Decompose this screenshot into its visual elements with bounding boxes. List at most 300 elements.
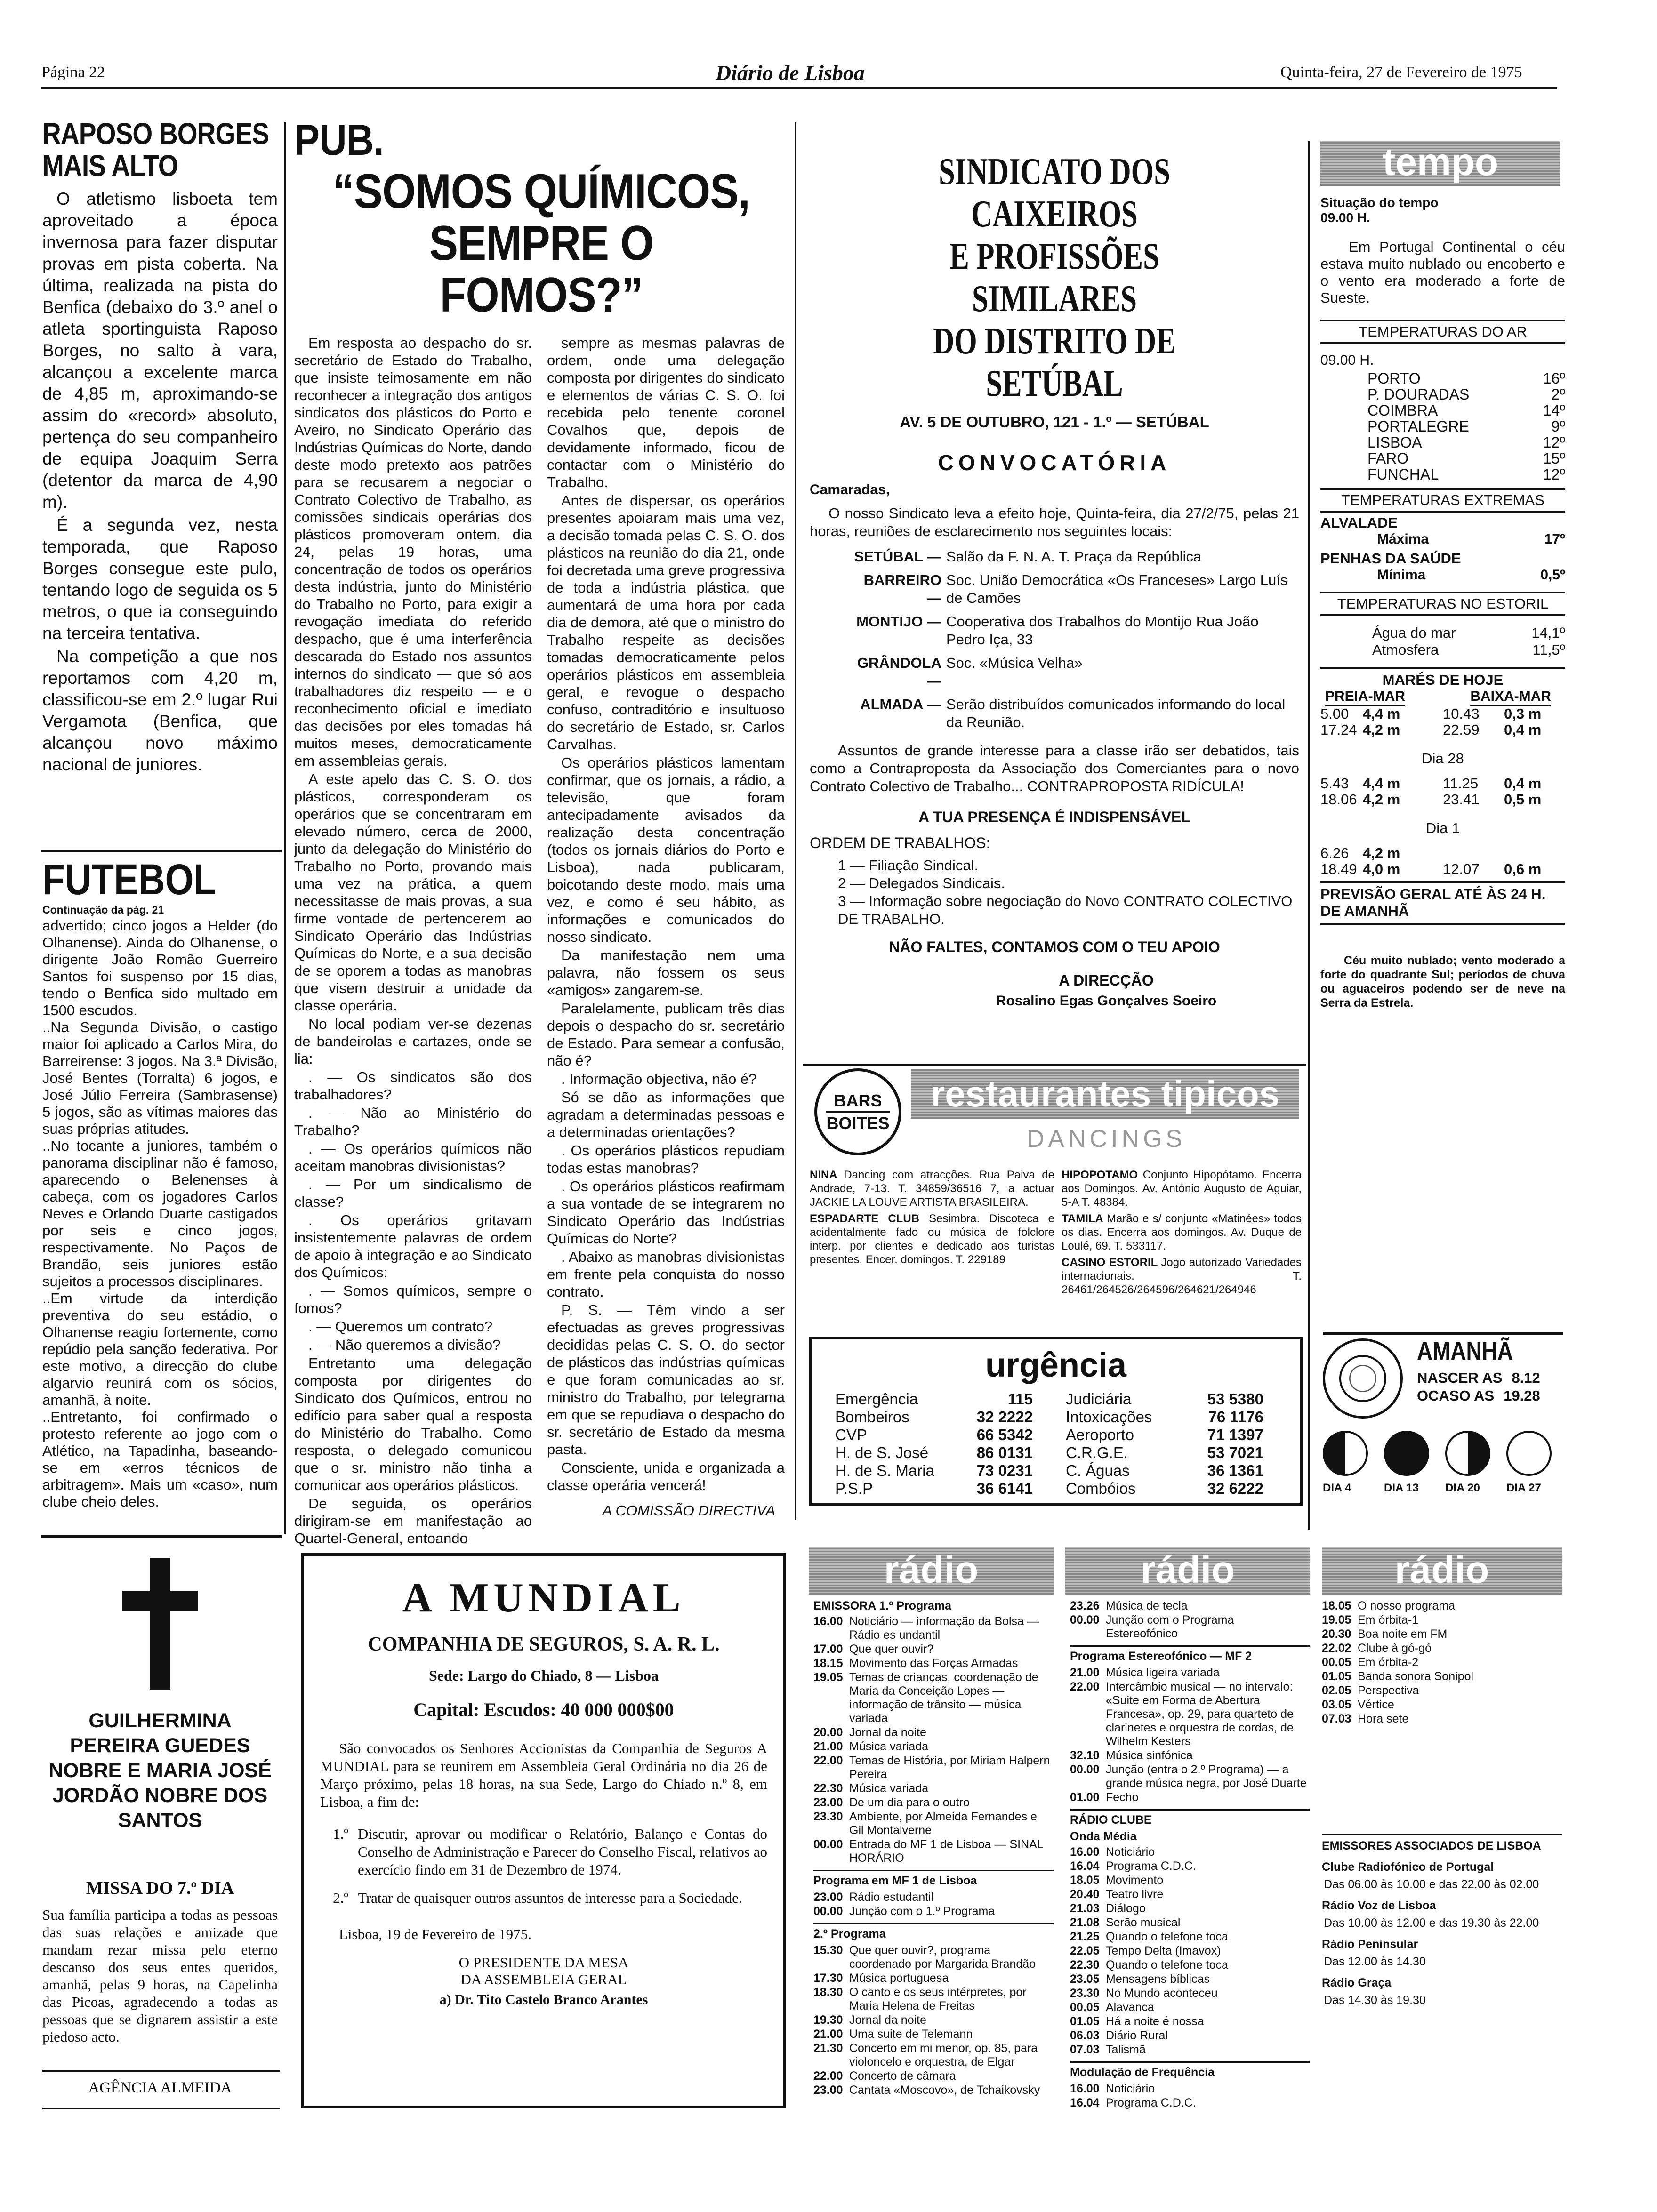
program-row bbox=[1322, 1599, 1562, 1613]
program-row bbox=[1070, 1874, 1310, 1887]
program-time: 06.03 bbox=[1070, 2029, 1100, 2042]
program-desc: Diálogo bbox=[1106, 1902, 1146, 1915]
program-desc: Mensagens bíblicas bbox=[1106, 1972, 1210, 1986]
program-time: 17.30 bbox=[813, 1972, 843, 1985]
article-headline: “SOMOS QUÍMICOS, SEMPRE O FOMOS?” bbox=[333, 164, 750, 322]
radio-column-2 bbox=[1070, 1599, 1310, 2110]
ar-hour: 09.00 H. bbox=[1320, 353, 1374, 368]
program-desc: Junção com o Programa Estereofónico bbox=[1106, 1613, 1234, 1640]
venue-listing bbox=[810, 1168, 1054, 1209]
phone-row bbox=[1066, 1408, 1263, 1426]
masthead: Diário de Lisboa bbox=[716, 61, 865, 85]
urgencia-left bbox=[835, 1390, 1033, 1498]
program-time: 01.05 bbox=[1322, 1670, 1351, 1683]
article-paragraph: . Informação objectiva, não é? bbox=[561, 1071, 757, 1087]
program-time: 18.05 bbox=[1070, 1874, 1100, 1887]
program-time: 22.30 bbox=[1070, 1958, 1100, 1972]
program-desc: Junção com o 1.º Programa bbox=[849, 1905, 995, 1918]
program-time: 17.00 bbox=[813, 1643, 843, 1656]
program-desc: Uma suite de Telemann bbox=[849, 2028, 973, 2041]
place-town: SETÚBAL — bbox=[854, 548, 941, 565]
program-row bbox=[1070, 1987, 1310, 2000]
article-paragraph: . Os operários plásticos repudiam todas estas manobras? bbox=[547, 1142, 785, 1176]
program-desc: Música portuguesa bbox=[849, 1972, 949, 1985]
city-name: PORTO bbox=[1367, 370, 1421, 387]
program-time: 00.00 bbox=[1070, 1613, 1100, 1627]
direccao: A DIRECÇÃO bbox=[1059, 972, 1154, 989]
phone-service: Emergência bbox=[835, 1390, 918, 1408]
phone-number: 53 5380 bbox=[1207, 1390, 1263, 1408]
program-time: 21.00 bbox=[813, 1740, 843, 1753]
tide-height: 0,3 m bbox=[1504, 705, 1542, 722]
sindicato-address: AV. 5 DE OUTUBRO, 121 - 1.º — SETÚBAL bbox=[900, 413, 1209, 431]
program-row bbox=[1070, 1666, 1310, 1680]
mundial-signature: a) Dr. Tito Castelo Branco Arantes bbox=[439, 1992, 648, 2007]
article-paragraph: Os operários plásticos lamentam confirmar, que os jornais, a rádio, a televisão, que foram antecipadamente avisados da realização desta concentração (todos os jornais diários do Porto e Lisboa), nada publicaram, boicotando deste modo, mais uma vez, e como é seu hábito, as informações e comunicados do nosso sindicato. bbox=[547, 754, 785, 945]
venue-listing bbox=[1062, 1168, 1302, 1209]
temperaturas-extremas-title: TEMPERATURAS EXTREMAS bbox=[1320, 488, 1565, 513]
program-time: 19.30 bbox=[813, 2013, 843, 2027]
program-row bbox=[813, 2042, 1054, 2069]
program-time: 21.08 bbox=[1070, 1916, 1100, 1929]
program-row bbox=[1322, 1712, 1562, 1726]
program-time: 22.30 bbox=[813, 1782, 843, 1795]
previsao-text: Céu muito nublado; vento moderado a forte do quadrante Sul; períodos de chuva ou aguaceiros podendo ser de neve na Serra da Estrela. bbox=[1320, 954, 1565, 1010]
city-temp: 12º bbox=[1543, 466, 1565, 483]
temperaturas-estoril-title: TEMPERATURAS NO ESTORIL bbox=[1320, 592, 1565, 616]
program-row bbox=[1070, 1902, 1310, 1915]
program-row bbox=[1070, 1680, 1310, 1748]
program-row bbox=[813, 1972, 1054, 1985]
tide-time: 5.43 bbox=[1320, 775, 1349, 792]
venue-name: HIPOPOTAMO bbox=[1062, 1169, 1143, 1181]
program-row bbox=[813, 1740, 1054, 1754]
tide-day: Dia 28 bbox=[1422, 750, 1464, 767]
program-row bbox=[813, 2013, 1054, 2027]
city-name: FARO bbox=[1367, 450, 1409, 467]
program-desc: Junção (entra o 2.º Programa) — a grande música negra, por José Duarte bbox=[1106, 1763, 1307, 1790]
article-paragraph: . Abaixo as manobras divisionistas em frente pela conquista do nosso contrato. bbox=[547, 1249, 785, 1300]
station-hours: Das 14.30 às 19.30 bbox=[1324, 1994, 1426, 2007]
moon-day: DIA 4 bbox=[1323, 1482, 1351, 1494]
mundial-sede: Sede: Largo do Chiado, 8 — Lisboa bbox=[428, 1667, 659, 1684]
program-desc: Há a noite é nossa bbox=[1106, 2015, 1204, 2028]
place-venue: Soc. União Democrática «Os Franceses» Largo Luís de Camões bbox=[946, 572, 1288, 606]
tide-height: 4,2 m bbox=[1363, 845, 1400, 861]
program-desc: Talismã bbox=[1106, 2043, 1146, 2056]
article-paragraph: A este apelo das C. S. O. dos plásticos, corresponderam os operários que se concentraram em elevado número, cerca de 2000, junto da delegação do Ministério do Trabalho no Porto, provando mais uma vez na prática, a quem necessitasse de mais provas, a sua firme vontade de pertencerem ao Sindicato Operário das Indústrias Químicas do Norte, e a sua decisão de se oporem a todas as manobras que visem destruir a unidade da classe operária. bbox=[294, 771, 532, 1014]
program-row bbox=[813, 1796, 1054, 1810]
phone-row bbox=[1066, 1444, 1263, 1462]
tide-time: 17.24 bbox=[1320, 721, 1357, 738]
program-time: 15.30 bbox=[813, 1944, 843, 1957]
city-temp: 16º bbox=[1543, 370, 1565, 387]
venue-name: NINA bbox=[810, 1169, 844, 1181]
moon-day: DIA 20 bbox=[1445, 1482, 1480, 1494]
program-row bbox=[1070, 1888, 1310, 1901]
phone-row bbox=[835, 1390, 1033, 1408]
tide-time: 23.41 bbox=[1443, 791, 1480, 808]
mundial-capital: Capital: Escudos: 40 000 000$00 bbox=[413, 1699, 674, 1720]
tempo-hour: 09.00 H. bbox=[1320, 210, 1370, 225]
tide-row bbox=[1320, 845, 1565, 861]
phone-row bbox=[1066, 1462, 1263, 1480]
phone-row bbox=[835, 1462, 1033, 1480]
program-desc: Cantata «Moscovo», de Tchaikovsky bbox=[849, 2084, 1040, 2097]
tide-height: 4,4 m bbox=[1363, 705, 1400, 722]
program-time: 01.05 bbox=[1070, 2015, 1100, 2028]
program-row bbox=[813, 1754, 1054, 1781]
article-column-2 bbox=[547, 334, 785, 1548]
tide-height: 4,2 m bbox=[1363, 791, 1400, 808]
bars-right bbox=[1062, 1168, 1302, 1299]
program-row bbox=[1070, 2096, 1310, 2110]
phone-service: H. de S. Maria bbox=[835, 1462, 934, 1479]
article-paragraph: . — Não queremos a divisão? bbox=[308, 1337, 501, 1353]
program-desc: Música variada bbox=[849, 1782, 929, 1795]
program-desc: Temas de crianças, coordenação de Maria da Conceição Lopes — informação de trânsito — música variada bbox=[849, 1671, 1038, 1725]
moon-day: DIA 27 bbox=[1506, 1482, 1541, 1494]
moon-phase-icon bbox=[1384, 1431, 1429, 1476]
program-time: 18.15 bbox=[813, 1657, 843, 1670]
phone-service: C.R.G.E. bbox=[1066, 1444, 1128, 1461]
phone-number: 32 6222 bbox=[1207, 1480, 1263, 1497]
tide-row bbox=[1320, 861, 1565, 877]
program-row bbox=[1070, 1859, 1310, 1873]
program-desc: Perspectiva bbox=[1358, 1684, 1419, 1697]
station-hours: Das 06.00 às 10.00 e das 22.00 às 02.00 bbox=[1324, 1878, 1539, 1891]
program-row bbox=[813, 1944, 1054, 1971]
program-desc: Rádio estudantil bbox=[849, 1891, 934, 1904]
program-desc: Música variada bbox=[849, 1740, 929, 1753]
mundial-item-num: 2.º bbox=[333, 1890, 348, 1906]
phone-number: 71 1397 bbox=[1207, 1426, 1263, 1443]
boites-label: BOITES bbox=[826, 1111, 889, 1133]
program-desc: Noticiário bbox=[1106, 1845, 1155, 1859]
program-row bbox=[813, 2084, 1054, 2097]
program-row bbox=[813, 1726, 1054, 1739]
program-time: 00.00 bbox=[1070, 1763, 1100, 1776]
phone-row bbox=[835, 1408, 1033, 1426]
page-number: Página 22 bbox=[41, 64, 105, 81]
maxima-label: Máxima bbox=[1377, 531, 1429, 547]
issue-date: Quinta-feira, 27 de Fevereiro de 1975 bbox=[1280, 64, 1522, 81]
program-desc: Quando o telefone toca bbox=[1106, 1930, 1228, 1943]
nascer-label: NASCER AS bbox=[1417, 1370, 1503, 1386]
minima-value: 0,5º bbox=[1540, 567, 1565, 583]
place-venue: Soc. «Música Velha» bbox=[946, 655, 1083, 671]
program-desc: Hora sete bbox=[1358, 1712, 1409, 1725]
program-time: 23.05 bbox=[1070, 1972, 1100, 1986]
phone-row bbox=[1066, 1390, 1263, 1408]
radio-banner: rádio bbox=[809, 1547, 1054, 1595]
mundial-item: Tratar de quaisquer outros assuntos de interesse para a Sociedade. bbox=[358, 1890, 742, 1906]
raposo-title: RAPOSO BORGES MAIS ALTO bbox=[42, 117, 269, 183]
phone-number: 76 1176 bbox=[1208, 1408, 1263, 1426]
article-paragraph: . Os operários gritavam insistentemente palavras de ordem de apoio à integração e ao Sindicato dos Químicos: bbox=[294, 1212, 532, 1281]
city-temp-row bbox=[1367, 402, 1565, 418]
program-time: 03.05 bbox=[1322, 1698, 1351, 1711]
program-row bbox=[1070, 1930, 1310, 1944]
preia-mar-label: PREIA-MAR bbox=[1325, 689, 1405, 706]
tide-row bbox=[1320, 706, 1565, 722]
futebol-para: ..No tocante a juniores, também o panorama disciplinar não é famoso, aparecendo o Belenenses à cabeça, com os jogadores Carlos Neves e Orlando Duarte castigados por seis e cinco jogos, respectivamente. No Paços de Brandão, seis juniores estão sujeitos a processos disciplinares. bbox=[42, 1138, 278, 1290]
tide-time: 12.07 bbox=[1443, 861, 1480, 877]
tide-height: 4,0 m bbox=[1363, 861, 1400, 877]
sindicato-title: SINDICATO DOS CAIXEIROS bbox=[939, 151, 1170, 235]
program-desc: Ambiente, por Almeida Fernandes e Gil Montalverne bbox=[849, 1810, 1037, 1837]
tide-time: 18.49 bbox=[1320, 861, 1357, 877]
phone-number: 73 0231 bbox=[976, 1462, 1033, 1479]
program-desc: Que quer ouvir? bbox=[849, 1643, 934, 1656]
phone-number: 36 6141 bbox=[976, 1480, 1033, 1497]
program-desc: Em órbita-2 bbox=[1358, 1656, 1419, 1669]
program-heading: 2.º Programa bbox=[813, 1923, 1054, 1941]
program-desc: Quando o telefone toca bbox=[1106, 1958, 1228, 1972]
article-paragraph: Paralelamente, publicam três dias depois o despacho do sr. secretário de Estado. Para semear a confusão, não é? bbox=[547, 1000, 785, 1069]
amanha-box bbox=[1323, 1332, 1563, 1501]
venue-name: TAMILA bbox=[1062, 1212, 1107, 1225]
sindicato-title: DO DISTRITO DE SETÚBAL bbox=[933, 321, 1176, 404]
program-time: 19.05 bbox=[813, 1671, 843, 1684]
futebol-para: ..Na Segunda Divisão, o castigo maior foi aplicado a Carlos Mira, do Barreirense: 3 jogos. Na 3.ª Divisão, José Bentes (Torralta) 6 jogos, e José Júlio Ferreira (Sambrasense) 5 jogos, são as vítimas maiores das suas próprias atitudes. bbox=[42, 1019, 278, 1137]
raposo-para: Na competição a que nos reportamos com 4,20 m, classificou-se em 2.º lugar Rui Vergamota (Benfica, que alcançou novo máximo nacional de juniores. bbox=[42, 647, 278, 774]
program-time: 23.00 bbox=[813, 2084, 843, 2097]
radio-column-3 bbox=[1322, 1599, 1562, 2007]
phone-number: 53 7021 bbox=[1207, 1444, 1263, 1461]
moon-phase-icon bbox=[1445, 1431, 1490, 1476]
previsao-title: PREVISÃO GERAL ATÉ ÀS 24 H. DE AMANHÃ bbox=[1320, 886, 1546, 919]
program-time: 16.04 bbox=[1070, 2096, 1100, 2109]
tempo-banner: tempo bbox=[1320, 141, 1560, 186]
phone-service: CVP bbox=[835, 1426, 867, 1443]
venue-desc: Jogo autorizado Variedades internacionais. T. 26461/264526/264596/264621/264946 bbox=[1062, 1256, 1302, 1296]
program-row bbox=[1070, 2043, 1310, 2057]
venue-desc: Marão e s/ conjunto «Matinées» todos os dias. Encerra aos domingos. Av. Duque de Loulé, 69. T. 533117. bbox=[1062, 1212, 1302, 1252]
station-name: Rádio Graça bbox=[1322, 1976, 1392, 1989]
program-time: 32.10 bbox=[1070, 1749, 1100, 1762]
place-town: GRÂNDOLA — bbox=[857, 655, 941, 689]
program-time: 16.00 bbox=[1070, 2082, 1100, 2095]
program-time: 20.30 bbox=[1322, 1627, 1351, 1641]
raposo-para: O atletismo lisboeta tem aproveitado a época invernosa para fazer disputar provas em pista coberta. Na última, realizada na pista do Benfica (debaixo do 3.º anel o atleta sportinguista Raposo Borges, no salto à vara, alcançou a excelente marca de 4,85 m, aproximando-se assim do «record» absoluto, pertença do seu companheiro de equipa Joaquim Serra (detentor da marca de 4,90 m). bbox=[42, 189, 278, 512]
tide-height: 0,4 m bbox=[1504, 775, 1542, 792]
tide-time: 11.25 bbox=[1443, 775, 1479, 792]
agua-label: Água do mar bbox=[1372, 625, 1456, 641]
program-desc: Movimento bbox=[1106, 1874, 1164, 1887]
program-desc: Noticiário bbox=[1106, 2082, 1155, 2095]
program-desc: Programa C.D.C. bbox=[1106, 2096, 1196, 2109]
city-temp: 15º bbox=[1543, 450, 1565, 467]
program-heading: EMISSORES ASSOCIADOS DE LISBOA bbox=[1322, 1834, 1562, 1853]
program-desc: Serão musical bbox=[1106, 1916, 1181, 1929]
phone-service: P.S.P bbox=[835, 1480, 873, 1497]
program-desc: Música sinfónica bbox=[1106, 1749, 1193, 1762]
program-row bbox=[1070, 1916, 1310, 1930]
program-time: 21.25 bbox=[1070, 1930, 1100, 1943]
moon-phase-icon bbox=[1323, 1431, 1368, 1476]
bars-boites bbox=[805, 1068, 1304, 1351]
program-desc: Alavanca bbox=[1106, 2001, 1154, 2014]
article-quimicos bbox=[294, 118, 788, 1548]
program-desc: Jornal da noite bbox=[849, 2013, 927, 2027]
program-time: 18.05 bbox=[1322, 1599, 1351, 1612]
program-row bbox=[813, 1891, 1054, 1904]
phone-number: 86 0131 bbox=[976, 1444, 1033, 1461]
program-desc: Fecho bbox=[1106, 1791, 1139, 1804]
program-desc: Concerto de câmara bbox=[849, 2069, 956, 2083]
program-desc: Boa noite em FM bbox=[1358, 1627, 1448, 1641]
urgencia-right bbox=[1066, 1390, 1263, 1498]
program-time: 21.00 bbox=[813, 2028, 843, 2041]
program-time: 20.40 bbox=[1070, 1888, 1100, 1901]
mundial-item: Discutir, aprovar ou modificar o Relatório, Balanço e Contas do Conselho de Administração e Parecer do Conselho Fiscal, relativos ao exercício findo em 31 de Dezembro de 1974. bbox=[358, 1826, 767, 1878]
program-desc: O nosso programa bbox=[1358, 1599, 1456, 1612]
sun-icon bbox=[1323, 1338, 1403, 1419]
city-temp-row bbox=[1367, 386, 1565, 402]
program-time: 23.30 bbox=[813, 1810, 843, 1823]
city-temp-row bbox=[1367, 370, 1565, 386]
tide-day: Dia 1 bbox=[1425, 820, 1460, 836]
program-time: 22.05 bbox=[1070, 1944, 1100, 1957]
baixa-mar-label: BAIXA-MAR bbox=[1470, 689, 1551, 706]
city-name: LISBOA bbox=[1367, 434, 1422, 451]
cities-table bbox=[1320, 370, 1565, 482]
place-venue: Serão distribuídos comunicados informando do local da Reunião. bbox=[946, 696, 1286, 730]
amanha-title: AMANHÃ bbox=[1417, 1337, 1513, 1365]
phone-service: Aeroporto bbox=[1066, 1426, 1134, 1443]
place-town: ALMADA — bbox=[860, 696, 941, 713]
phone-row bbox=[835, 1444, 1033, 1462]
city-temp: 14º bbox=[1543, 402, 1565, 419]
phone-service: Combóios bbox=[1066, 1480, 1136, 1497]
ocaso-label: OCASO AS bbox=[1417, 1387, 1495, 1404]
program-time: 22.00 bbox=[813, 2069, 843, 2083]
camaradas: Camaradas, bbox=[810, 482, 890, 497]
futebol-para: ..Entretanto, foi confirmado o protesto referente ao jogo com o Atlético, na Tapadinha, baseando-se em «erros técnicos de arbitragem». Mais um «caso», num clube cheio deles. bbox=[42, 1409, 278, 1510]
phone-number: 115 bbox=[1007, 1390, 1033, 1408]
nao-faltes: NÃO FALTES, CONTAMOS COM O TEU APOIO bbox=[889, 938, 1220, 955]
article-paragraph: Em resposta ao despacho do sr. secretário de Estado do Trabalho, que insiste teimosamente em não reconhecer a integração dos antigos sindicatos dos plásticos do Porto e Aveiro, no Sindicato Operário das Indústrias Químicas do Norte, dando deste modo pretexto aos patrões para se recusarem a negociar o Contrato Colectivo de Trabalho, as comissões sindicais operárias dos plásticos promoveram ontem, dia 24, pelas 19 horas, uma concentração de todos os operários desta indústria, junto do Ministério do Trabalho no Porto, para exigir a revogação imediata do referido despacho, que é uma interferência descarada do Estado nos assuntos internos do sindicato — que só aos trabalhadores diz respeito — e o reconhecimento oficial e imediato das decisões por eles tomadas há muitos meses, democraticamente em assembleias gerais. bbox=[294, 335, 532, 769]
article-paragraph: . — Somos químicos, sempre o fomos? bbox=[294, 1282, 532, 1316]
phone-service: H. de S. José bbox=[835, 1444, 929, 1461]
program-desc: Teatro livre bbox=[1106, 1888, 1164, 1901]
article-signature: A COMISSÃO DIRECTIVA bbox=[602, 1502, 775, 1519]
program-heading: EMISSORA 1.º Programa bbox=[813, 1599, 952, 1612]
ad-a-mundial bbox=[301, 1553, 786, 2108]
radio-banner: rádio bbox=[1065, 1547, 1310, 1595]
venue-desc: Conjunto Hipopótamo. Encerra aos Domingos. Av. António Augusto de Aguiar, 5-A T. 48384. bbox=[1062, 1169, 1302, 1209]
city-temp-row bbox=[1367, 450, 1565, 466]
program-desc: Movimento das Forças Armadas bbox=[849, 1657, 1018, 1670]
ordem-title: ORDEM DE TRABALHOS: bbox=[810, 834, 990, 851]
program-row bbox=[813, 1643, 1054, 1656]
phone-number: 36 1361 bbox=[1207, 1462, 1263, 1479]
tempo-situacao: Situação do tempo bbox=[1320, 195, 1439, 210]
tide-row bbox=[1320, 776, 1565, 792]
atmosfera-value: 11,5º bbox=[1532, 641, 1565, 658]
sindicato-intro: O nosso Sindicato leva a efeito hoje, Quinta-feira, dia 27/2/75, pelas 21 horas, reuniões de esclarecimento nos seguintes locais: bbox=[810, 505, 1299, 539]
program-heading: Programa em MF 1 de Lisboa bbox=[813, 1870, 1054, 1888]
program-time: 00.00 bbox=[813, 1838, 843, 1851]
city-temp: 2º bbox=[1551, 386, 1565, 403]
article-paragraph: P. S. — Têm vindo a ser efectuadas as greves progressivas decididas pelas C. S. O. do sector de plásticos das indústrias químicas e que foram comunicadas ao sr. ministro do Trabalho, por telegrama em que se repudiava o despacho do sr. secretário de Estado da mesma pasta. bbox=[547, 1302, 785, 1458]
program-desc: Tempo Delta (Imavox) bbox=[1106, 1944, 1221, 1957]
program-row bbox=[813, 2069, 1054, 2083]
place-town: BARREIRO — bbox=[863, 572, 941, 606]
article-paragraph: Consciente, unida e organizada a classe operária vencerá! bbox=[547, 1459, 785, 1493]
article-paragraph: Só se dão as informações que agradam a determinadas pessoas e a determinadas orientações? bbox=[547, 1089, 785, 1140]
program-time: 21.00 bbox=[1070, 1666, 1100, 1679]
article-raposo-borges bbox=[42, 118, 278, 777]
program-row bbox=[813, 2028, 1054, 2041]
moon-day: DIA 13 bbox=[1384, 1482, 1419, 1494]
program-time: 16.00 bbox=[813, 1615, 843, 1628]
article-paragraph: No local podiam ver-se dezenas de bandeirolas e cartazes, onde se lia: bbox=[294, 1016, 532, 1067]
program-row bbox=[1322, 1684, 1562, 1698]
restaurantes-banner: restaurantes tipicos bbox=[911, 1069, 1299, 1119]
missa-title: MISSA DO 7.º DIA bbox=[86, 1878, 234, 1898]
program-row bbox=[1070, 1749, 1310, 1763]
program-time: 21.30 bbox=[813, 2042, 843, 2055]
program-desc: No Mundo aconteceu bbox=[1106, 1987, 1218, 2000]
program-time: 23.26 bbox=[1070, 1599, 1100, 1612]
ad-sindicato-caixeiros bbox=[810, 151, 1299, 1009]
obituary bbox=[42, 1548, 278, 2170]
article-paragraph: . — Não ao Ministério do Trabalho? bbox=[294, 1105, 532, 1138]
tides-table bbox=[1320, 706, 1565, 877]
program-desc: Entrada do MF 1 de Lisboa — SINAL HORÁRIO bbox=[849, 1838, 1043, 1865]
program-heading: Modulação de Frequência bbox=[1070, 2061, 1310, 2079]
futebol-title: FUTEBOL bbox=[42, 856, 217, 904]
station-name: Rádio Peninsular bbox=[1322, 1938, 1418, 1951]
maxima-value: 17º bbox=[1544, 531, 1565, 547]
urgencia-box bbox=[809, 1337, 1303, 1506]
atmosfera-label: Atmosfera bbox=[1372, 641, 1439, 658]
program-desc: Intercâmbio musical — no intervalo: «Suite em Forma de Abertura Francesa», op. 29, para quarteto de clarinetes e orquestra de cordas, de Wilhelm Kesters bbox=[1106, 1680, 1294, 1748]
city-temp: 12º bbox=[1543, 434, 1565, 451]
program-row bbox=[1070, 2001, 1310, 2014]
city-temp: 9º bbox=[1551, 418, 1565, 435]
article-column-1 bbox=[294, 334, 532, 1548]
phone-row bbox=[835, 1426, 1033, 1444]
bars-logo bbox=[814, 1068, 901, 1155]
radio-column-1 bbox=[813, 1599, 1054, 2098]
venue-desc: Dancing com atracções. Rua Paiva de Andrade, 7-13. T. 34859/36516 7, a actuar JACKIE LA LOUVE ARTISTA BRASILEIRA. bbox=[810, 1169, 1054, 1209]
mares-title: MARÉS DE HOJE bbox=[1382, 672, 1504, 688]
program-row bbox=[1070, 1613, 1310, 1641]
program-desc: Música ligeira variada bbox=[1106, 1666, 1220, 1679]
tempo-desc: Em Portugal Continental o céu estava muito nublado ou encoberto e o vento era moderado a forte de Sueste. bbox=[1320, 239, 1565, 306]
mundial-president: O PRESIDENTE DA MESA bbox=[458, 1954, 629, 1971]
article-paragraph: . Os operários plásticos reafirmam a sua vontade de se integrarem no Sindicato Operário das Indústrias Químicas do Norte? bbox=[547, 1178, 785, 1247]
program-time: 16.00 bbox=[1070, 1845, 1100, 1859]
mundial-item-num: 1.º bbox=[333, 1826, 348, 1842]
sindicato-assuntos: Assuntos de grande interesse para a classe irão ser debatidos, tais como a Contraproposta da Associação dos Comerciantes para o novo Contrato Colectivo de Trabalho... CONTRAPROPOSTA RIDÍCULA! bbox=[810, 742, 1299, 794]
phone-service: C. Águas bbox=[1066, 1462, 1130, 1479]
article-futebol bbox=[42, 857, 278, 1510]
place-venue: Cooperativa dos Trabalhos do Montijo Rua João Pedro Iça, 33 bbox=[946, 613, 1259, 648]
program-time: 22.02 bbox=[1322, 1642, 1351, 1655]
cross-icon bbox=[122, 1558, 198, 1690]
futebol-continuation: Continuação da pág. 21 bbox=[42, 904, 164, 916]
program-desc: Clube à gó-gó bbox=[1358, 1642, 1432, 1655]
place-venue: Salão da F. N. A. T. Praça da República bbox=[946, 548, 1202, 565]
funeral-agency: AGÊNCIA ALMEIDA bbox=[88, 2079, 232, 2096]
program-row bbox=[1322, 1627, 1562, 1641]
alvalade: ALVALADE bbox=[1320, 514, 1398, 531]
radio-section bbox=[809, 1547, 1563, 2206]
